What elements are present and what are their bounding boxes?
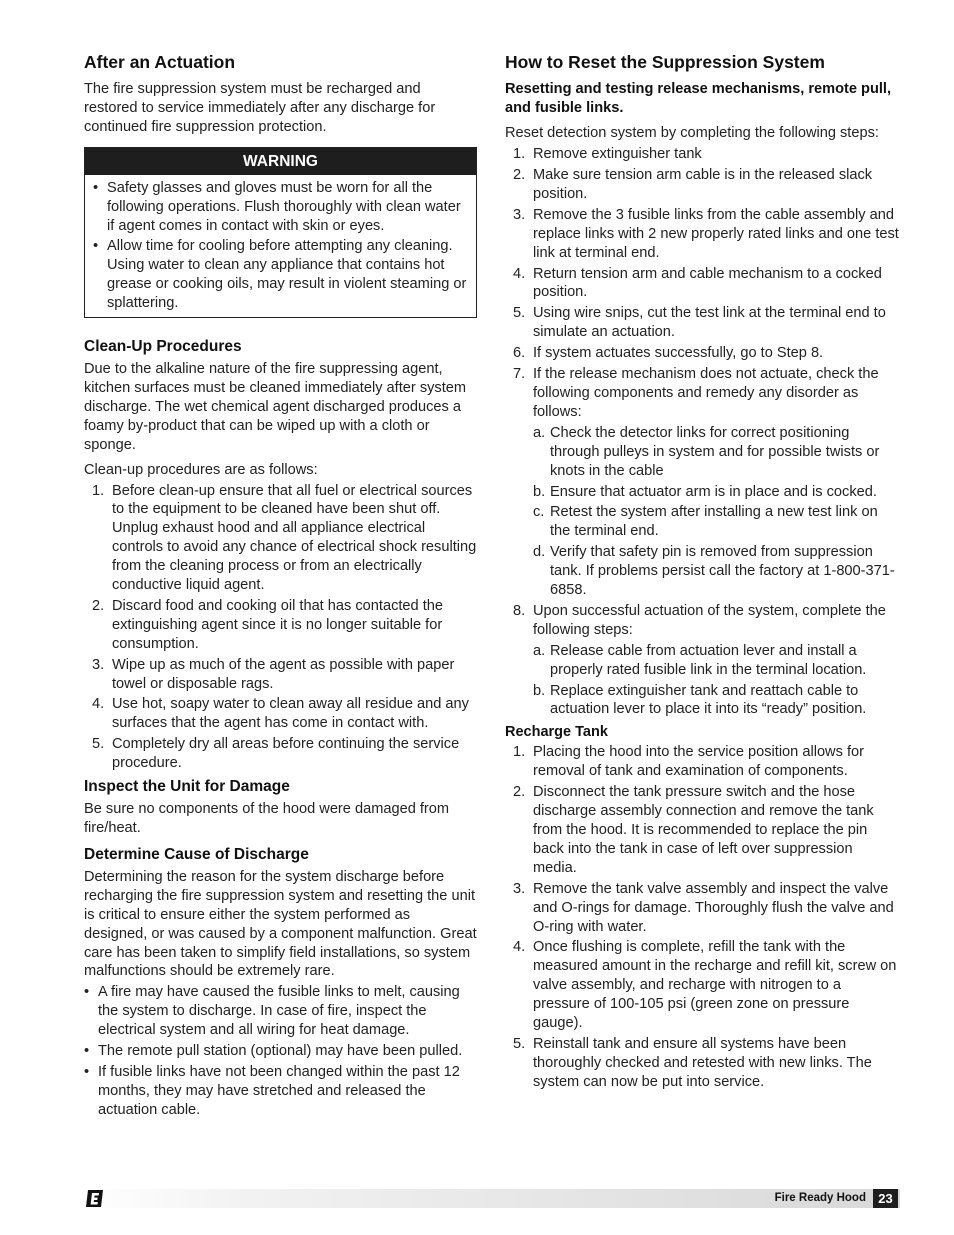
list-item: 8. Upon successful actuation of the system, complete the following steps: a. Release cable from actuation lever and install a properly rated fusible link in the terminal location. b. Replace extinguisher tank and reattach cable to actuation lever to place it into its “ready” position. bbox=[505, 602, 900, 719]
recharge-heading: Recharge Tank bbox=[505, 724, 608, 741]
list-item: b. Ensure that actuator arm is in place and is cocked. bbox=[533, 483, 877, 500]
list-item: 5. Completely dry all areas before continuing the service procedure. bbox=[92, 736, 460, 772]
list-item: 3. Remove the 3 fusible links from the cable assembly and replace links with 2 new properly rated links and one test link at terminal end. bbox=[513, 206, 899, 261]
cleanup-heading: Clean-Up Procedures bbox=[84, 338, 242, 356]
cause-heading: Determine Cause of Discharge bbox=[84, 845, 309, 863]
reset-heading: How to Reset the Suppression System bbox=[505, 52, 825, 72]
inspect-heading: Inspect the Unit for Damage bbox=[84, 778, 290, 796]
inspect-text: Be sure no components of the hood were damaged from fire/heat. bbox=[84, 801, 450, 836]
warning-list bbox=[85, 175, 476, 317]
warning-item: • Allow time for cooling before attempting any cleaning. Using water to clean any appliance that contains hot grease or cooking oils, may result in violent steaming or splattering. bbox=[93, 238, 467, 312]
reset-subtitle: Resetting and testing release mechanisms, remote pull, and fusible links. bbox=[505, 81, 892, 116]
cleanup-intro: Clean-up procedures are as follows: bbox=[84, 461, 318, 478]
list-item: d. Verify that safety pin is removed from suppression tank. If problems persist call the factory at 1-800-371-6858. bbox=[533, 544, 895, 599]
list-item: 1. Before clean-up ensure that all fuel or electrical sources to the equipment to be cleaned have been shut off. Unplug exhaust hood and all appliance electrical controls to avoid any chance of electrical shock resulting from the cleaning process or from an electrically conductive liquid agent. bbox=[92, 482, 477, 594]
list-item: c. Retest the system after installing a new test link on the terminal end. bbox=[533, 504, 878, 540]
list-item: 7. If the release mechanism does not actuate, check the following components and remedy any disorder as follows: a. Check the detector links for correct positioning through pulleys in system and for possible twists or knots in the cable b. Ensure that actuator arm is in place and is cocked. c. Retest the system after installing a new test link on the terminal end. d. Verify that safety pin is removed from suppression tank. If problems persist call the factory at 1-800-371-6858. bbox=[505, 365, 900, 600]
list-item: 1. Placing the hood into the service position allows for removal of tank and examination of components. bbox=[513, 744, 864, 780]
after-actuation-text: The fire suppression system must be recharged and restored to service immediately after any discharge for continued fire suppression protection. bbox=[84, 81, 436, 135]
page-footer bbox=[84, 1189, 900, 1208]
brand-logo-icon bbox=[84, 1189, 104, 1208]
cleanup-text: Due to the alkaline nature of the fire suppressing agent, kitchen surfaces must be cleaned immediately after system discharge. The wet chemical agent discharged produces a foamy by-product that can be wiped up with a cloth or sponge. bbox=[84, 361, 467, 453]
list-item: 4. Use hot, soapy water to clean away all residue and any surfaces that the agent has come in contact with. bbox=[92, 696, 469, 732]
warning-item: • Safety glasses and gloves must be worn for all the following operations. Flush thoroughly with clean water if agent comes in contact with skin or eyes. bbox=[93, 179, 461, 234]
list-item: 3. Wipe up as much of the agent as possible with paper towel or disposable rags. bbox=[92, 656, 455, 692]
list-item: 4. Once flushing is complete, refill the tank with the measured amount in the recharge and refill kit, screw on valve assembly, and recharge with nitrogen to a pressure of 100-105 psi (green zone on pressure gauge). bbox=[513, 939, 897, 1032]
list-item: 2. Discard food and cooking oil that has contacted the extinguishing agent since it is no longer suitable for consumption. bbox=[92, 597, 444, 652]
cleanup-steps bbox=[84, 482, 477, 774]
list-item: 5. Using wire snips, cut the test link at the terminal end to simulate an actuation. bbox=[513, 305, 886, 341]
list-item: 2. Disconnect the tank pressure switch and the hose discharge assembly connection and remove the tank from the hood. It is recommended to replace the pin back into the tank in case of left over suppression media. bbox=[513, 784, 874, 876]
document-title: Fire Ready Hood bbox=[774, 1192, 866, 1204]
after-actuation-heading: After an Actuation bbox=[84, 52, 236, 72]
list-item: • A fire may have caused the fusible links to melt, causing the system to discharge. In case of fire, inspect the electrical system and all wiring for heat damage. bbox=[84, 984, 460, 1039]
list-item: 2. Make sure tension arm cable is in the released slack position. bbox=[513, 167, 873, 202]
reset-steps bbox=[505, 145, 900, 719]
right-column bbox=[505, 50, 900, 1096]
left-column bbox=[84, 50, 477, 1122]
cause-text: Determining the reason for the system discharge before recharging the fire suppression system and resetting the unit is critical to ensure either the system performed as designed, or was caused by a component malfunction. Great care has been taken to simplify field installations, so system malfunctions should be extremely rare. bbox=[84, 868, 477, 980]
list-item: 3. Remove the tank valve assembly and inspect the valve and O-rings for damage. Thoroughly flush the valve and O-ring with water. bbox=[513, 880, 894, 935]
step8-substeps bbox=[533, 642, 900, 720]
list-item: 1. Remove extinguisher tank bbox=[513, 146, 702, 163]
list-item: • The remote pull station (optional) may have been pulled. bbox=[84, 1043, 463, 1060]
warning-title: WARNING bbox=[85, 148, 476, 175]
page-number: 23 bbox=[873, 1189, 898, 1208]
warning-box bbox=[84, 147, 477, 318]
reset-intro: Reset detection system by completing the following steps: bbox=[505, 125, 879, 142]
list-item: a. Release cable from actuation lever and install a properly rated fusible link in the terminal location. bbox=[533, 642, 867, 678]
list-item: 5. Reinstall tank and ensure all systems have been thoroughly checked and retested with new links. The system can now be put into service. bbox=[513, 1035, 872, 1090]
recharge-steps bbox=[505, 743, 900, 1091]
list-item: 6. If system actuates successfully, go to Step 8. bbox=[513, 345, 824, 362]
list-item: a. Check the detector links for correct positioning through pulleys in system and for possible twists or knots in the cable bbox=[533, 424, 880, 479]
step7-substeps bbox=[533, 424, 900, 600]
list-item: b. Replace extinguisher tank and reattach cable to actuation lever to place it into its “ready” position. bbox=[533, 682, 867, 718]
list-item: • If fusible links have not been changed within the past 12 months, they may have stretched and released the actuation cable. bbox=[84, 1063, 460, 1118]
list-item: 4. Return tension arm and cable mechanism to a cocked position. bbox=[513, 265, 882, 301]
cause-bullets bbox=[84, 983, 477, 1119]
